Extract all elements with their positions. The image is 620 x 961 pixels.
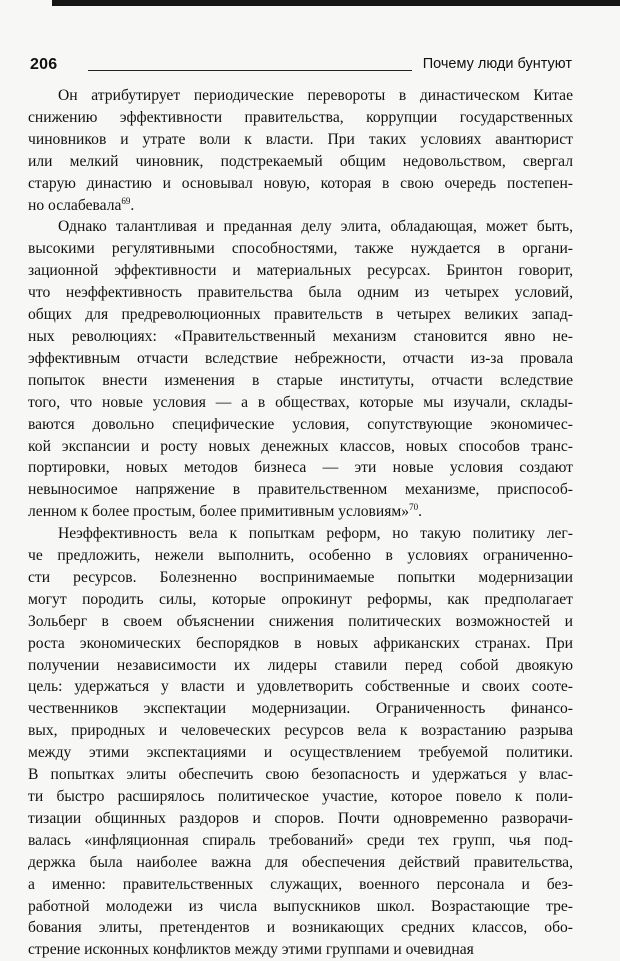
text-line: вых, природных и человеческих ресурсов вела к возрастанию разрыва [28, 722, 573, 740]
paragraph [28, 85, 573, 216]
sentence-end: . [418, 503, 422, 521]
text-line: держка была наиболее важна для обеспечения действий правительства, [28, 853, 573, 871]
footnote-reference: 69 [121, 195, 131, 206]
text-line: чиновников и утрате воли к власти. При таких условиях авантюрист [28, 130, 573, 148]
text-line: Зольберг в своем объяснении снижения политических возможностей и [28, 612, 573, 630]
footnote-reference: 70 [409, 502, 419, 513]
text-line: старую династию и основывал новую, которая в свою очередь постепен- [28, 174, 573, 192]
text-line: получении независимости их лидеры ставили перед собой двоякую [28, 656, 573, 674]
top-border-rule [52, 0, 620, 6]
text-line: Однако талантливая и преданная делу элита, обладающая, может быть, [58, 218, 573, 236]
text-line: между этими экспектациями и осуществлением требуемой политики. [28, 744, 573, 762]
text-line: валась «инфляционная спираль требований» среди тех групп, чья под- [28, 831, 573, 849]
body-text [28, 85, 573, 961]
text-line: снижению эффективности правительства, коррупции государственных [28, 108, 573, 126]
running-head: Почему люди бунтуют [422, 56, 572, 72]
text-line: ти быстро расширялось политическое участие, которое повело к поли- [28, 788, 573, 805]
text-line: портировки, новых методов бизнеса — эти новые условия создают [28, 459, 573, 477]
text-line: того, что новые условия — а в обществах, которые мы изучали, склады- [28, 393, 573, 411]
text-line: невыносимое напряжение в правительственном механизме, приспособ- [28, 481, 573, 499]
text-line: кой экспансии и росту новых денежных классов, новых способов транс- [28, 437, 573, 455]
page-number: 206 [30, 56, 58, 73]
text-line: высокими регулятивными способностями, также нуждается в органи- [28, 240, 573, 258]
text-line: цель: удержаться у власти и удовлетворить собственные и своих соотe- [28, 678, 573, 696]
sentence-end: . [130, 196, 135, 214]
text-line: могут породить силы, которые опрокинут реформы, как предполагает [28, 590, 573, 608]
page-header [30, 52, 572, 80]
text-line: тизации общинных раздоров и споров. Почти одновременно разворачи- [28, 809, 573, 827]
text-line: ных революциях: «Правительственный механизм становится явно не- [28, 327, 573, 345]
text-line: зационной эффективности и материальных ресурсах. Бринтон говорит, [28, 262, 573, 280]
text-line: роста экономических беспорядков в новых африканских странах. При [28, 634, 573, 652]
text-line: В попытках элиты обеспечить свою безопасность и удержаться у влас- [28, 766, 573, 784]
text-line: что неэффективность правительства была одним из четырех условий, [28, 284, 573, 302]
text-line: или мелкий чиновник, подстрекаемый общим недовольством, свергал [28, 152, 573, 170]
text-line: Неэффективность вела к попыткам реформ, но такую политику лег- [58, 525, 573, 543]
text-line: общих для предреволюционных правительств в четырех великих запад- [28, 306, 573, 324]
text-line: бования элиты, претендентов и возникающих средних классов, обо- [28, 919, 573, 937]
header-rule [88, 70, 412, 71]
text-line: ленном к более простым, более примитивным условиям»$^{70}$. [28, 502, 422, 521]
text-line: стрение исконных конфликтов между этими группами и очевидная [28, 941, 474, 959]
text-line: че предложить, нежели выполнить, особенно в условиях ограниченно- [28, 547, 573, 565]
paragraph [28, 216, 573, 523]
text-line: Он атрибутирует периодические перевороты в династическом Китае [58, 87, 573, 104]
text-line: а именно: правительственных служащих, военного персонала и без- [28, 875, 573, 893]
text-line: сти ресурсов. Болезненно воспринимаемые попытки модернизации [28, 568, 573, 586]
text-line: попыток внести изменения в старые институты, отчасти вследствие [28, 371, 573, 389]
text-line: ваются довольно специфические условия, сопутствующие экономичес- [28, 415, 573, 433]
text-line: чественников экспектации модернизации. Ограниченность финансо- [28, 700, 573, 718]
text-line: работной молодежи из числа выпускников школ. Возрастающие тре- [28, 897, 573, 915]
paragraph [28, 523, 573, 961]
text-line: эффективным отчасти вследствие небрежности, отчасти из-за провала [28, 349, 573, 367]
text-line: но ослабевала$^{69}$. [28, 195, 135, 214]
